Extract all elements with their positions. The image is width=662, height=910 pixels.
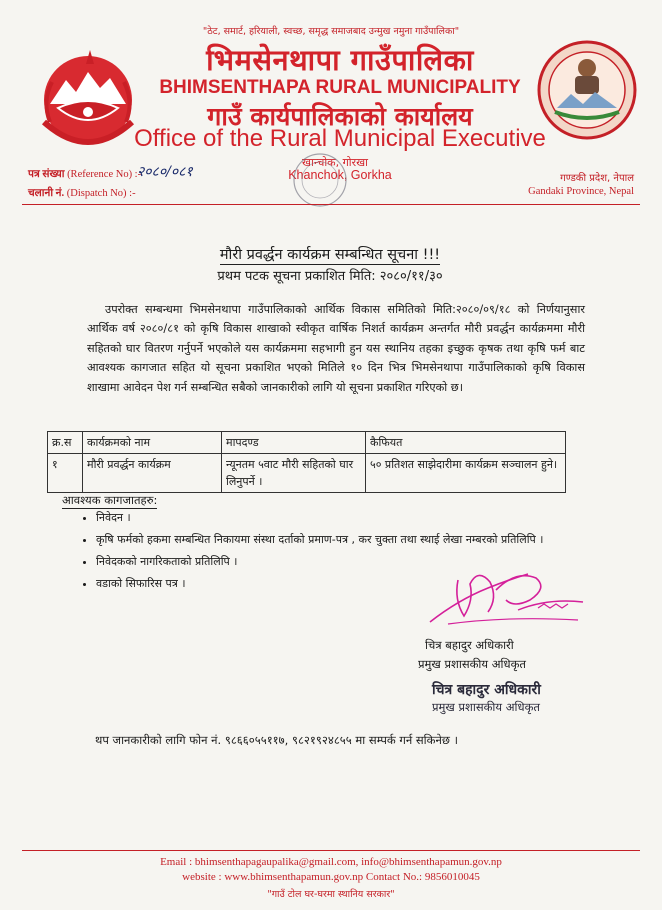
notice-title: मौरी प्रवर्द्धन कार्यक्रम सम्बन्धित सूचना !!! [219,247,441,263]
table-cell-program: मौरी प्रवर्द्धन कार्यक्रम [83,454,222,493]
signatory-name: चित्र बहादुर अधिकारी [425,638,514,652]
office-name-np: गाउँ कार्यपालिकाको कार्यालय [207,102,473,131]
footer-divider [22,850,640,851]
office-stamp-mark [290,150,350,210]
documents-heading: आवश्यक कागजातहरु: [62,493,158,507]
footer-email: Email : bhimsenthapagaupalika@gmail.com, info@bhimsenthapamun.gov.np [160,856,502,868]
notice-subtitle: प्रथम पटक सूचना प्रकाशित मिति: २०८०/११/३० [217,269,443,284]
signatory-title: प्रमुख प्रशासकीय अधिकृत [418,657,526,671]
province-en: Gandaki Province, Nepal [528,186,634,197]
dispatch-label-en: (Dispatch No) :- [66,188,136,199]
header-divider [22,204,640,205]
table-header-criteria: मापदण्ड [222,432,366,454]
table-header-program: कार्यक्रमको नाम [83,432,222,454]
table-row [48,454,566,493]
table-cell-sn: १ [48,454,83,493]
reference-label-en: (Reference No) :- [67,169,142,180]
office-name-en: Office of the Rural Municipal Executive [134,125,546,152]
footer-website: website : www.bhimsenthapamun.gov.np Contact No.: 9856010045 [182,871,480,883]
dispatch-label-np: चलानी नं. [28,188,65,199]
header-slogan: "ठेट, समार्ट, हरियाली, स्वच्छ, समृद्ध समाजबाद उन्मुख नमुना गाउँपालिका" [202,26,460,37]
table-header-row [48,432,566,454]
reference-number: २०८०/०८१ [137,164,193,180]
list-item: • निवेदन । [96,508,586,528]
program-table [47,431,566,493]
table-cell-criteria: न्यूनतम ५वाट मौरी सहितको घार लिनुपर्ने । [222,454,366,493]
signature-mark [418,560,593,630]
list-item: • कृषि फर्मको हकमा सम्बन्धित निकायमा संस्था दर्ताको प्रमाण-पत्र , कर चुक्ता तथा स्थाई लेखा नम्बरको प्रतिलिपि । [96,530,586,550]
reference-line [28,167,141,181]
stamp-signatory-title: प्रमुख प्रशासकीय अधिकृत [432,700,540,714]
address-en: Khanchok, Gorkha [288,168,392,182]
list-item: • निवेदकको नागरिकताको प्रतिलिपि । [96,552,586,572]
province-np: गण्डकी प्रदेश, नेपाल [560,173,634,184]
list-item: • वडाको सिफारिस पत्र । [96,574,586,594]
municipality-name-en: BHIMSENTHAPA RURAL MUNICIPALITY [159,77,521,98]
dispatch-line [28,186,136,200]
stamp-signatory-name: चित्र बहादुर अधिकारी [432,682,541,698]
footer-slogan: "गाउँ टोल घर-घरमा स्थानिय सरकार" [267,889,395,900]
municipality-name-np: भिमसेनथापा गाउँपालिका [206,43,474,77]
table-header-remarks: कैफियत [366,432,566,454]
contact-line: थप जानकारीको लागि फोन नं. ९८६६०५५११७, ९८२१९२४८५५ मा सम्पर्क गर्न सकिनेछ । [95,733,458,747]
table-header-sn: क्र.स [48,432,83,454]
table-cell-remarks: ५० प्रतिशत साझेदारीमा कार्यक्रम सञ्चालन हुने। [366,454,566,493]
notice-body: उपरोक्त सम्बन्धमा भिमसेनथापा गाउँपालिकाको आर्थिक विकास समितिको मिति:२०८०/०९/१८ को निर्णयानुसार आर्थिक वर्ष २०८०/८१ को कृषि विकास शाखाको स्वीकृत वार्षिक निशर्त कार्यक्रम अन्तर्गत मौरी प्रवर्द्धन कार्यक्रममा मौरी सहितको घार वितरण गर्नुपर्ने भएकोले यस कार्यक्रममा सहभागी हुन यस स्थानिय तहका इच्छुक कृषक तथा कृषि फर्म बाट आवश्यक कागजात सहित यो सूचना प्रकाशित भएको मितिले १० दिन भित्र भिमसेनथापा गाउँपालिकाको कृषि विकास शाखामा आवेदन पेश गर्न सम्बन्धित सबैको जानकारीको लागि यो सूचना प्रकाशित गरिएको छ। [87,303,585,394]
address-np: खान्चोक, गोरखा [301,156,368,169]
reference-label-np: पत्र संख्या [28,169,65,180]
